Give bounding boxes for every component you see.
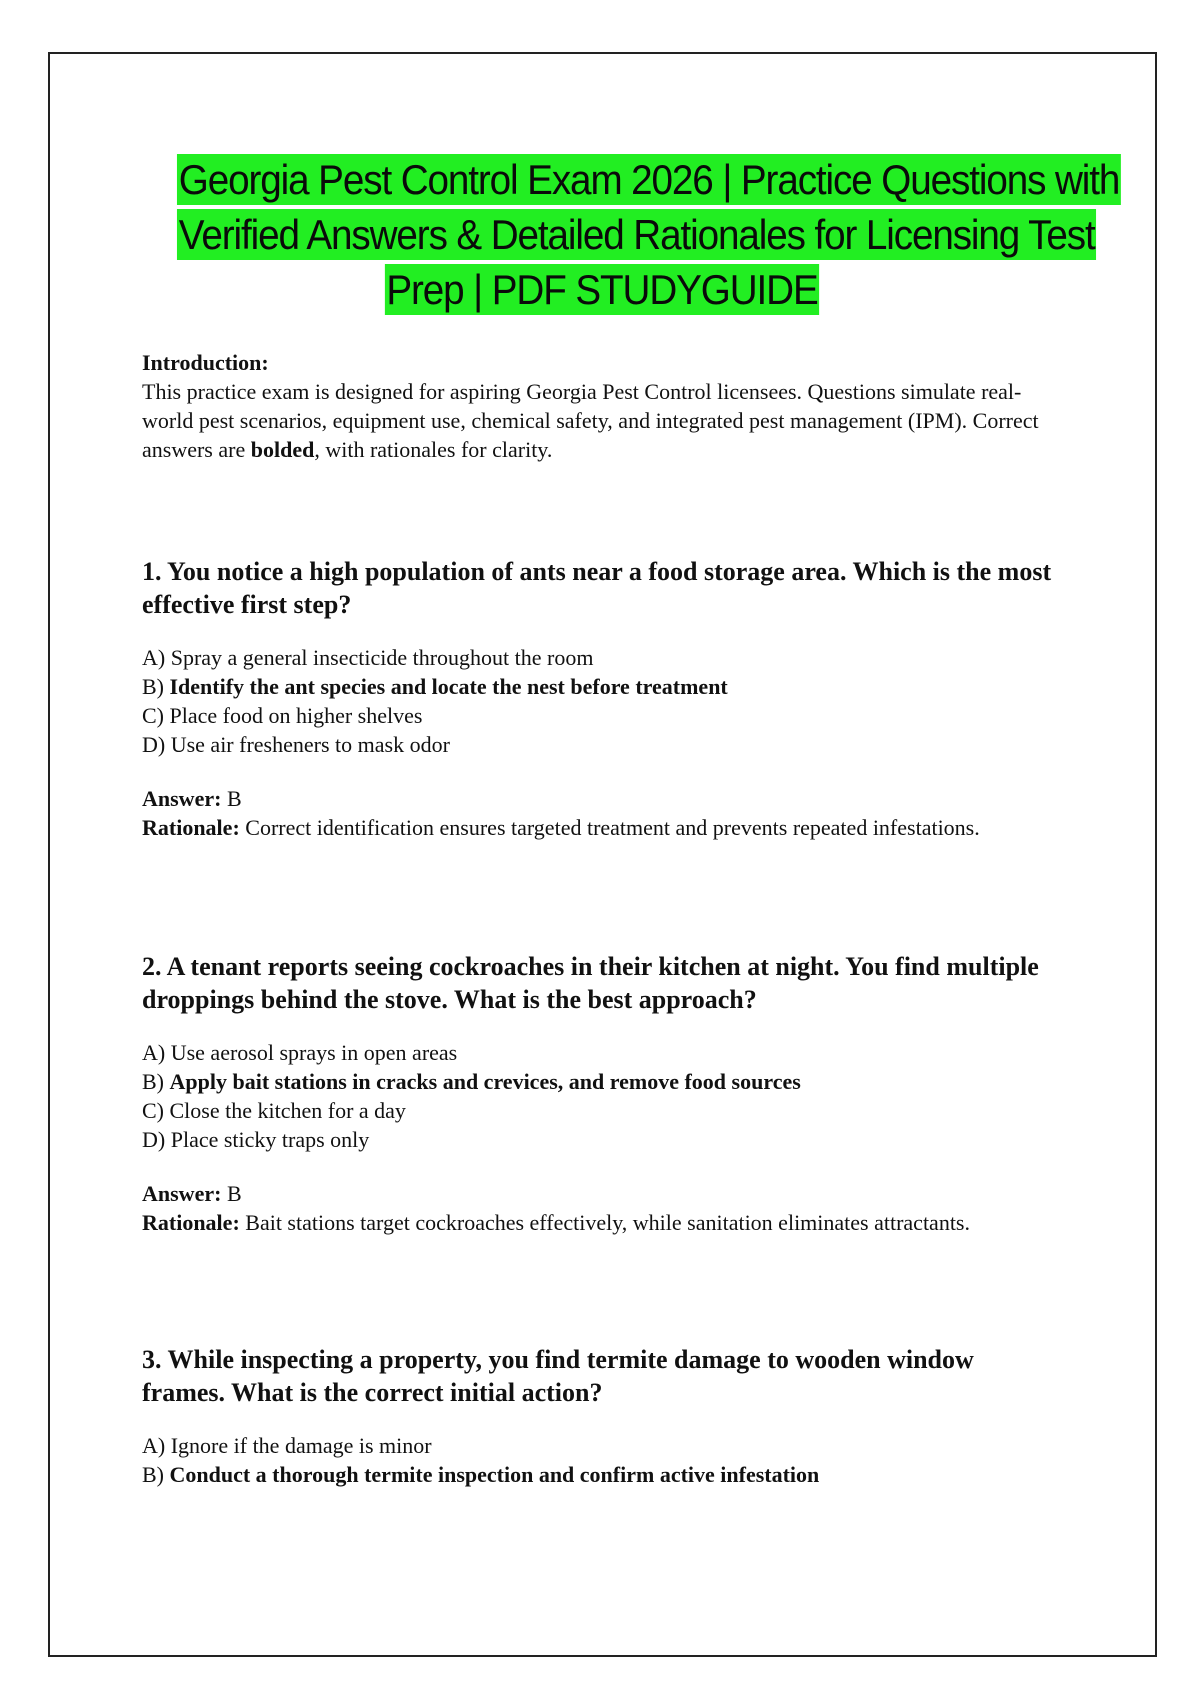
option-text: Conduct a thorough termite inspection and confirm active infestation	[169, 1462, 820, 1487]
option-letter: C)	[142, 1098, 164, 1123]
option-letter: A)	[142, 1040, 166, 1065]
rationale-text: Correct identification ensures targeted treatment and prevents repeated infestations.	[245, 815, 980, 840]
title-line-2: Verified Answers & Detailed Rationales for Licensing Test	[178, 211, 1095, 258]
option-2a	[142, 1038, 1062, 1067]
option-letter: B)	[142, 1462, 164, 1487]
option-text: Use air fresheners to mask odor	[170, 732, 450, 757]
intro-text-part-2: , with rationales for clarity.	[314, 437, 553, 462]
option-text: Place sticky traps only	[170, 1127, 370, 1152]
option-text: Place food on higher shelves	[169, 703, 423, 728]
option-letter: B)	[142, 674, 164, 699]
option-letter: A)	[142, 645, 166, 670]
option-1b	[142, 672, 1062, 701]
question-block-2	[142, 950, 1062, 1237]
intro-text-part-1: This practice exam is designed for aspiring Georgia Pest Control licensees. Questions simulate real-world pest scenarios, equipment use, chemical safety, and integrated pest management (IPM). Correct answers are	[142, 379, 1039, 462]
title-line-3: Prep | PDF STUDYGUIDE	[386, 266, 818, 313]
option-text: Identify the ant species and locate the nest before treatment	[169, 674, 728, 699]
option-1a	[142, 643, 1062, 672]
option-text: Ignore if the damage is minor	[170, 1433, 432, 1458]
rationale-text: Bait stations target cockroaches effectively, while sanitation eliminates attractants.	[245, 1210, 970, 1235]
question-3-text: 3. While inspecting a property, you find termite damage to wooden window frames. What is the correct initial action?	[142, 1345, 974, 1407]
document-title	[177, 152, 1120, 317]
rationale-label: Rationale:	[142, 1210, 240, 1235]
title-line-1: Georgia Pest Control Exam 2026 | Practice Questions with	[178, 156, 1120, 203]
intro-heading: Introduction:	[142, 350, 269, 375]
option-letter: A)	[142, 1433, 166, 1458]
answer-value: B	[226, 1181, 242, 1206]
intro-section	[142, 348, 1062, 464]
option-1c	[142, 701, 1062, 730]
rationale-label: Rationale:	[142, 815, 240, 840]
option-text: Use aerosol sprays in open areas	[170, 1040, 458, 1065]
option-2b	[142, 1067, 1062, 1096]
option-text: Spray a general insecticide throughout the room	[170, 645, 594, 670]
question-2-options	[142, 1038, 1062, 1154]
answer-2	[142, 1179, 1062, 1208]
option-3a	[142, 1431, 1062, 1460]
answer-label: Answer:	[142, 786, 222, 811]
option-3b	[142, 1460, 1062, 1489]
option-letter: B)	[142, 1069, 164, 1094]
answer-label: Answer:	[142, 1181, 222, 1206]
intro-bold-word: bolded	[250, 437, 315, 462]
option-1d	[142, 730, 1062, 759]
option-letter: D)	[142, 1127, 166, 1152]
question-block-1	[142, 555, 1062, 842]
option-2d	[142, 1125, 1062, 1154]
option-letter: C)	[142, 703, 164, 728]
question-block-3	[142, 1343, 1062, 1489]
answer-value: B	[226, 786, 242, 811]
option-letter: D)	[142, 732, 166, 757]
question-1-options	[142, 643, 1062, 759]
question-2-text: 2. A tenant reports seeing cockroaches in their kitchen at night. You find multiple droppings behind the stove. What is the best approach?	[142, 952, 1039, 1014]
question-1-text: 1. You notice a high population of ants near a food storage area. Which is the most effective first step?	[142, 557, 1052, 619]
option-text: Apply bait stations in cracks and crevices, and remove food sources	[169, 1069, 801, 1094]
question-3-options	[142, 1431, 1062, 1489]
rationale-2	[142, 1208, 1062, 1237]
answer-1	[142, 784, 1062, 813]
option-text: Close the kitchen for a day	[169, 1098, 406, 1123]
rationale-1	[142, 813, 1062, 842]
option-2c	[142, 1096, 1062, 1125]
intro-paragraph	[142, 377, 1062, 464]
